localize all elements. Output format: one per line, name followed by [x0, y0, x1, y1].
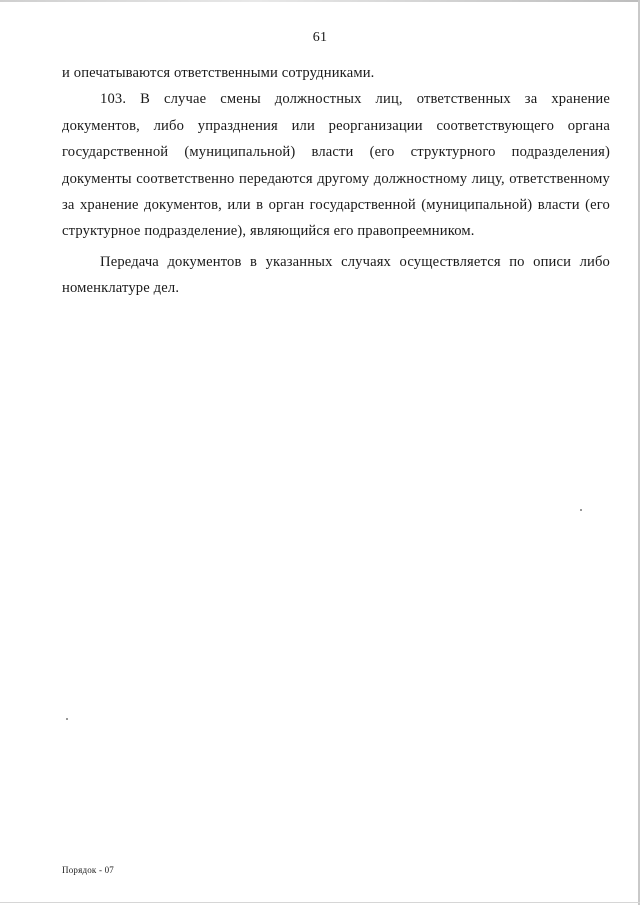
- scan-speck: [580, 509, 582, 511]
- paragraph-continuation: и опечатываются ответственными сотрудниками.: [62, 65, 375, 81]
- paragraph-transfer: Передача документов в указанных случаях осуществляется по описи либо номенклатуре дел.: [62, 253, 610, 297]
- document-body: [62, 60, 610, 302]
- scan-edge-top: [0, 0, 640, 2]
- paragraph-103: 103. В случае смены должностных лиц, ответственных за хранение документов, либо упразднения или реорганизации соответствующего органа государственной (муниципальной) власти (его структурного подразделения) документы соответственно передаются другому должностному лицу, ответственному за хранение документов, или в орган государственной (муниципальной) власти (его структурное подразделение), являющийся его правопреемником.: [62, 91, 610, 240]
- footer-label: Порядок - 07: [62, 865, 114, 875]
- page-number: 61: [312, 30, 328, 45]
- scan-edge-bottom: [0, 902, 640, 903]
- scan-speck: [66, 718, 68, 720]
